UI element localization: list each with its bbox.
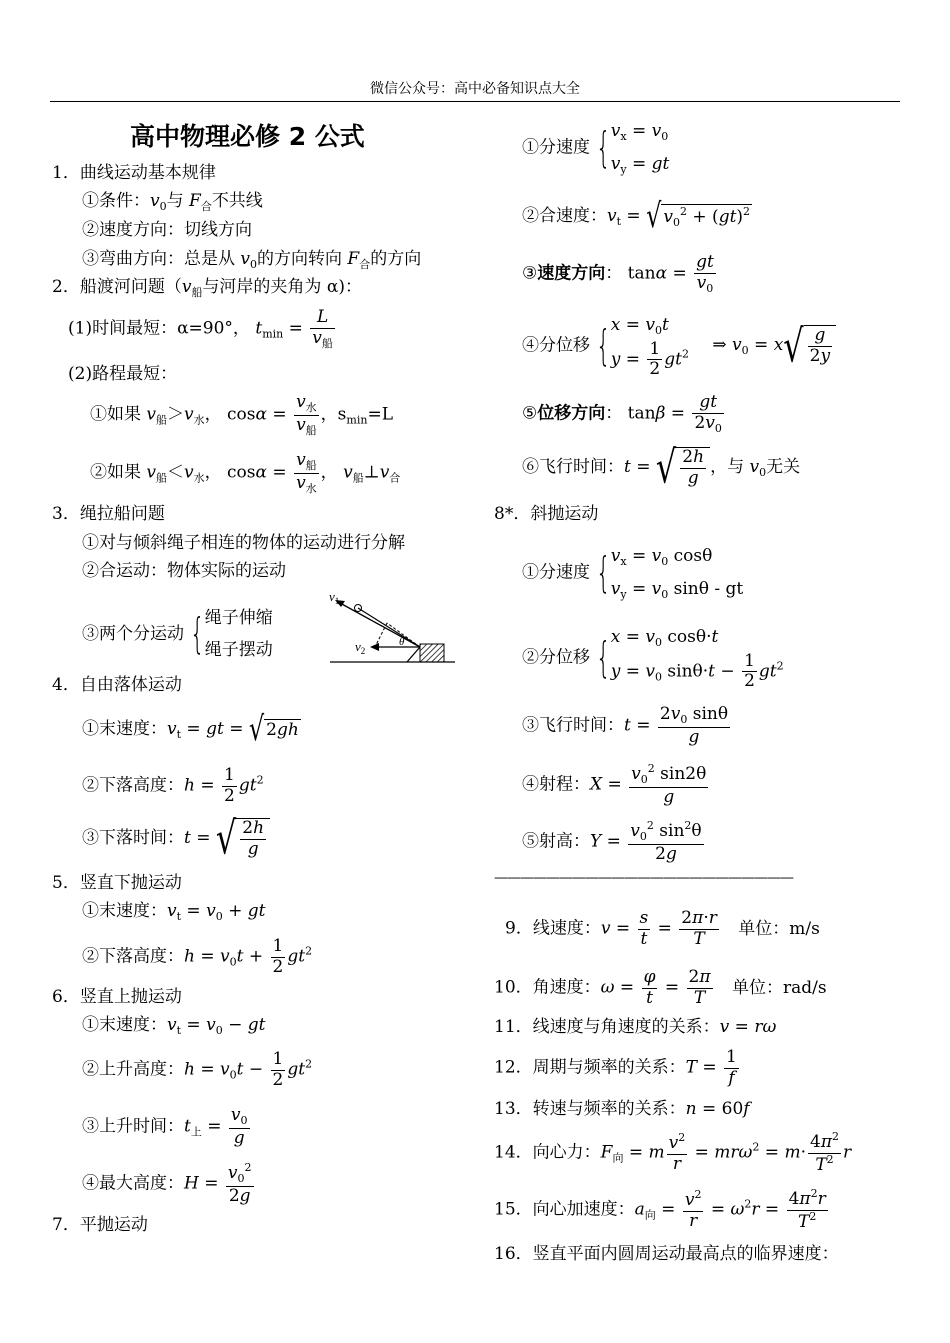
section-3-line-2: ②合运动：物体实际的运动 bbox=[82, 561, 286, 581]
section-8-line-4: ④射程：X = $\frac{v_0^2 \sin 2\theta}{g}$ bbox=[522, 762, 707, 807]
section-6-line-1: ①末速度：$v_t = v_0$ − gt bbox=[82, 1015, 266, 1037]
section-8-line-2: ②分位移 { $x = v_0$ cosθ·t $y = v_0$ sinθ·t − $\frac{1}{2}$ $gt^2$ bbox=[522, 627, 784, 692]
section-10: 10．角速度：ω = $\frac{\varphi}{t}$ = $\frac{2\pi}{T}$ 单位：rad/s bbox=[494, 967, 827, 1008]
header-rule bbox=[50, 101, 900, 102]
theta-label: θ bbox=[399, 636, 405, 648]
section-2-case-1: ①如果 $v_船>v_水$， cosα = $\frac{v_水}{v_船}$ ，$s_{min}=L$ bbox=[90, 392, 393, 437]
v2-label: $v_2$ bbox=[355, 639, 366, 656]
section-3-line-3: ③两个分运动 { 绳子伸缩 绳子摆动 bbox=[82, 608, 273, 661]
rope-boat-diagram bbox=[325, 587, 460, 667]
section-9: 9．线速度：v = $\frac{s}{t}$ = $\frac{2\pi\cdot r}{T}$ 单位：m/s bbox=[505, 908, 820, 949]
section-16: 16．竖直平面内圆周运动最高点的临界速度： bbox=[494, 1244, 839, 1264]
section-4-heading: 4．自由落体运动 bbox=[52, 675, 182, 695]
page-title: 高中物理必修 2 公式 bbox=[130, 122, 365, 151]
section-7-line-4: ④分位移 { $x = v_0t$ y = $\frac{1}{2}$ $gt^2$ ⇒ $v_0 = x√$ $\frac{g}{2y}$ bbox=[522, 312, 836, 380]
section-7-line-3: ③速度方向： tanα = $\frac{gt}{v_0}$ bbox=[522, 252, 714, 295]
section-3-line-1: ①对与倾斜绳子相连的物体的运动进行分解 bbox=[82, 533, 405, 553]
section-7-line-1: ①分速度 { $v_x = v_0$ $v_y$ = gt bbox=[522, 121, 670, 176]
section-8-line-1: ①分速度 { $v_x = v_0$ cosθ $v_y = v_0$ sinθ - gt bbox=[522, 546, 744, 601]
section-8-line-3: ③飞行时间：t = $\frac{2v_0 \sin\theta}{g}$ bbox=[522, 704, 729, 747]
section-13: 13．转速与频率的关系：n = 60f bbox=[494, 1099, 750, 1119]
v1-label: $v_1$ bbox=[329, 589, 340, 606]
section-3-heading: 3．绳拉船问题 bbox=[52, 504, 165, 524]
divider: ——————————————————————— bbox=[494, 870, 793, 886]
section-8-heading: 8*．斜抛运动 bbox=[494, 504, 599, 524]
section-14: 14．向心力：$F_向 = m$ $\frac{v^2}{r}$ = mrω$^2$ = m· $\frac{4\pi^2}{T^2}$ r bbox=[494, 1130, 852, 1175]
section-6-line-4: ④最大高度：H = $\frac{v_0^2}{2g}$ bbox=[82, 1161, 252, 1206]
section-2-time-min: (1)时间最短：α=90°， $t_{min}$ = $\frac{L}{v_船}$ bbox=[68, 307, 333, 350]
section-6-heading: 6．竖直上抛运动 bbox=[52, 987, 182, 1007]
section-7-line-2: ②合速度：$v_t$ = √ $v_0^2 + (gt)^2$ bbox=[522, 196, 751, 236]
section-8-line-5: ⑤射高：Y = $\frac{v_0^2 \sin^2\theta}{2g}$ bbox=[522, 819, 702, 864]
section-7-line-5: ⑤位移方向： tanβ = $\frac{gt}{2v_0}$ bbox=[522, 392, 722, 435]
section-1-heading: 1．曲线运动基本规律 bbox=[52, 163, 216, 183]
section-2-heading: 2．船渡河问题（$v_船$与河岸的夹角为 α)： bbox=[52, 277, 362, 299]
section-5-line-2: ②下落高度：$h = v_0t$ + $\frac{1}{2}$ $gt^2$ bbox=[82, 936, 313, 977]
section-1-line-2: ②速度方向：切线方向 bbox=[82, 220, 252, 240]
section-2-case-2: ②如果 $v_船<v_水$， cosα = $\frac{v_船}{v_水}$ ， $v_船\perp v_合$ bbox=[90, 450, 401, 495]
section-11: 11．线速度与角速度的关系：v = rω bbox=[494, 1017, 777, 1037]
section-4-line-1: ①末速度：$v_t$ = gt = √ 2gh bbox=[82, 709, 299, 749]
section-6-line-3: ③上升时间：$t_上$ = $\frac{v_0}{g}$ bbox=[82, 1105, 248, 1148]
section-7-line-6: ⑥飞行时间：t = √ $\frac{2h}{g}$ ，与 $v_0$无关 bbox=[522, 440, 801, 494]
section-2-path-min: (2)路程最短： bbox=[68, 364, 178, 384]
section-5-heading: 5．竖直下抛运动 bbox=[52, 873, 182, 893]
page-header: 微信公众号：高中必备知识点大全 bbox=[370, 81, 580, 97]
section-7-heading: 7．平抛运动 bbox=[52, 1215, 148, 1235]
section-5-line-1: ①末速度：$v_t = v_0$ + gt bbox=[82, 901, 266, 923]
section-6-line-2: ②上升高度：$h = v_0t$ − $\frac{1}{2}$ $gt^2$ bbox=[82, 1049, 313, 1090]
section-1-line-3: ③弯曲方向：总是从 $v_0$的方向转向 $F_合$的方向 bbox=[82, 249, 422, 271]
section-15: 15．向心加速度：$a_向$ = $\frac{v^2}{r}$ = $\omega^2r$ = $\frac{4\pi^2r}{T^2}$ bbox=[494, 1187, 826, 1232]
section-1-line-1: ①条件：$v_0$与 $F_合$不共线 bbox=[82, 191, 263, 213]
section-4-line-2: ②下落高度：h = $\frac{1}{2}$ $gt^2$ bbox=[82, 765, 264, 806]
section-12: 12．周期与频率的关系：T = $\frac{1}{f}$ bbox=[494, 1047, 737, 1088]
section-4-line-3: ③下落时间：t = √ $\frac{2h}{g}$ bbox=[82, 818, 270, 859]
